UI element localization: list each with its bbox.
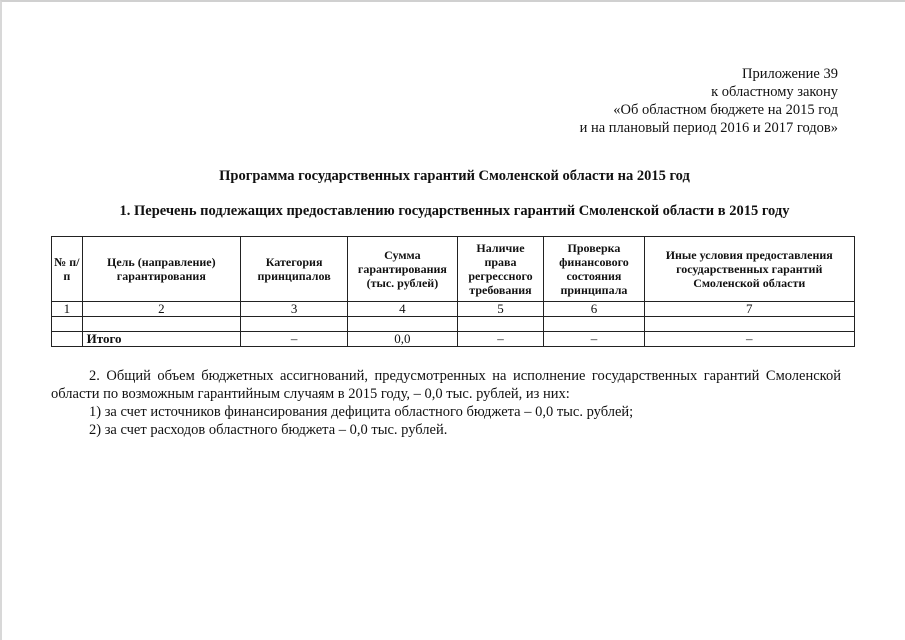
section-2-item-1: 1) за счет источников финансирования дефицита областного бюджета – 0,0 тыс. рублей; <box>89 404 634 420</box>
header-cell: Иные условия предоставления государственных гарантий Смоленской области <box>644 237 855 302</box>
header-cell: Категория принципалов <box>240 237 347 302</box>
guarantees-table <box>51 236 855 347</box>
header-cell: Сумма гарантирования (тыс. рублей) <box>348 237 457 302</box>
table-cell: 7 <box>644 302 855 317</box>
table-cell: 1 <box>52 302 83 317</box>
table-cell: – <box>544 332 644 347</box>
table-cell: – <box>240 332 347 347</box>
annex-line-1: Приложение 39 <box>742 66 838 82</box>
column-number-row <box>52 302 855 317</box>
table-cell <box>240 317 347 332</box>
table-cell <box>52 317 83 332</box>
table-cell <box>52 332 83 347</box>
table-cell: – <box>457 332 544 347</box>
table-cell <box>82 317 240 332</box>
table-cell: 5 <box>457 302 544 317</box>
table-cell <box>644 317 855 332</box>
table-cell: 3 <box>240 302 347 317</box>
header-cell: Цель (направление) гарантирования <box>82 237 240 302</box>
table-cell: 6 <box>544 302 644 317</box>
table-header-row <box>52 237 855 302</box>
table-row <box>52 317 855 332</box>
annex-header <box>580 65 838 137</box>
header-cell: Проверка финансового состояния принципала <box>544 237 644 302</box>
annex-line-2: к областному закону <box>711 84 838 100</box>
section-1-title: 1. Перечень подлежащих предоставлению государственных гарантий Смоленской области в 2015 году <box>119 203 790 219</box>
table-cell <box>544 317 644 332</box>
section-2-item-2: 2) за счет расходов областного бюджета – 0,0 тыс. рублей. <box>89 422 448 438</box>
document-title: Программа государственных гарантий Смоленской области на 2015 год <box>219 168 690 184</box>
header-cell: № п/п <box>52 237 83 302</box>
header-cell: Наличие права регрессного требования <box>457 237 544 302</box>
table-cell: – <box>644 332 855 347</box>
table-cell <box>457 317 544 332</box>
annex-line-3: «Об областном бюджете на 2015 год <box>613 102 838 118</box>
table-cell: 4 <box>348 302 457 317</box>
total-label: Итого <box>82 332 240 347</box>
total-amount: 0,0 <box>348 332 457 347</box>
annex-line-4: и на плановый период 2016 и 2017 годов» <box>579 120 838 136</box>
total-row <box>52 332 855 347</box>
section-2-paragraph: 2. Общий объем бюджетных ассигнований, предусмотренных на исполнение государственных гарантий Смоленской области по возможным гарантийным случаям в 2015 году, – 0,0 тыс. рублей, из них: <box>51 368 841 402</box>
table-cell: 2 <box>82 302 240 317</box>
table-cell <box>348 317 457 332</box>
